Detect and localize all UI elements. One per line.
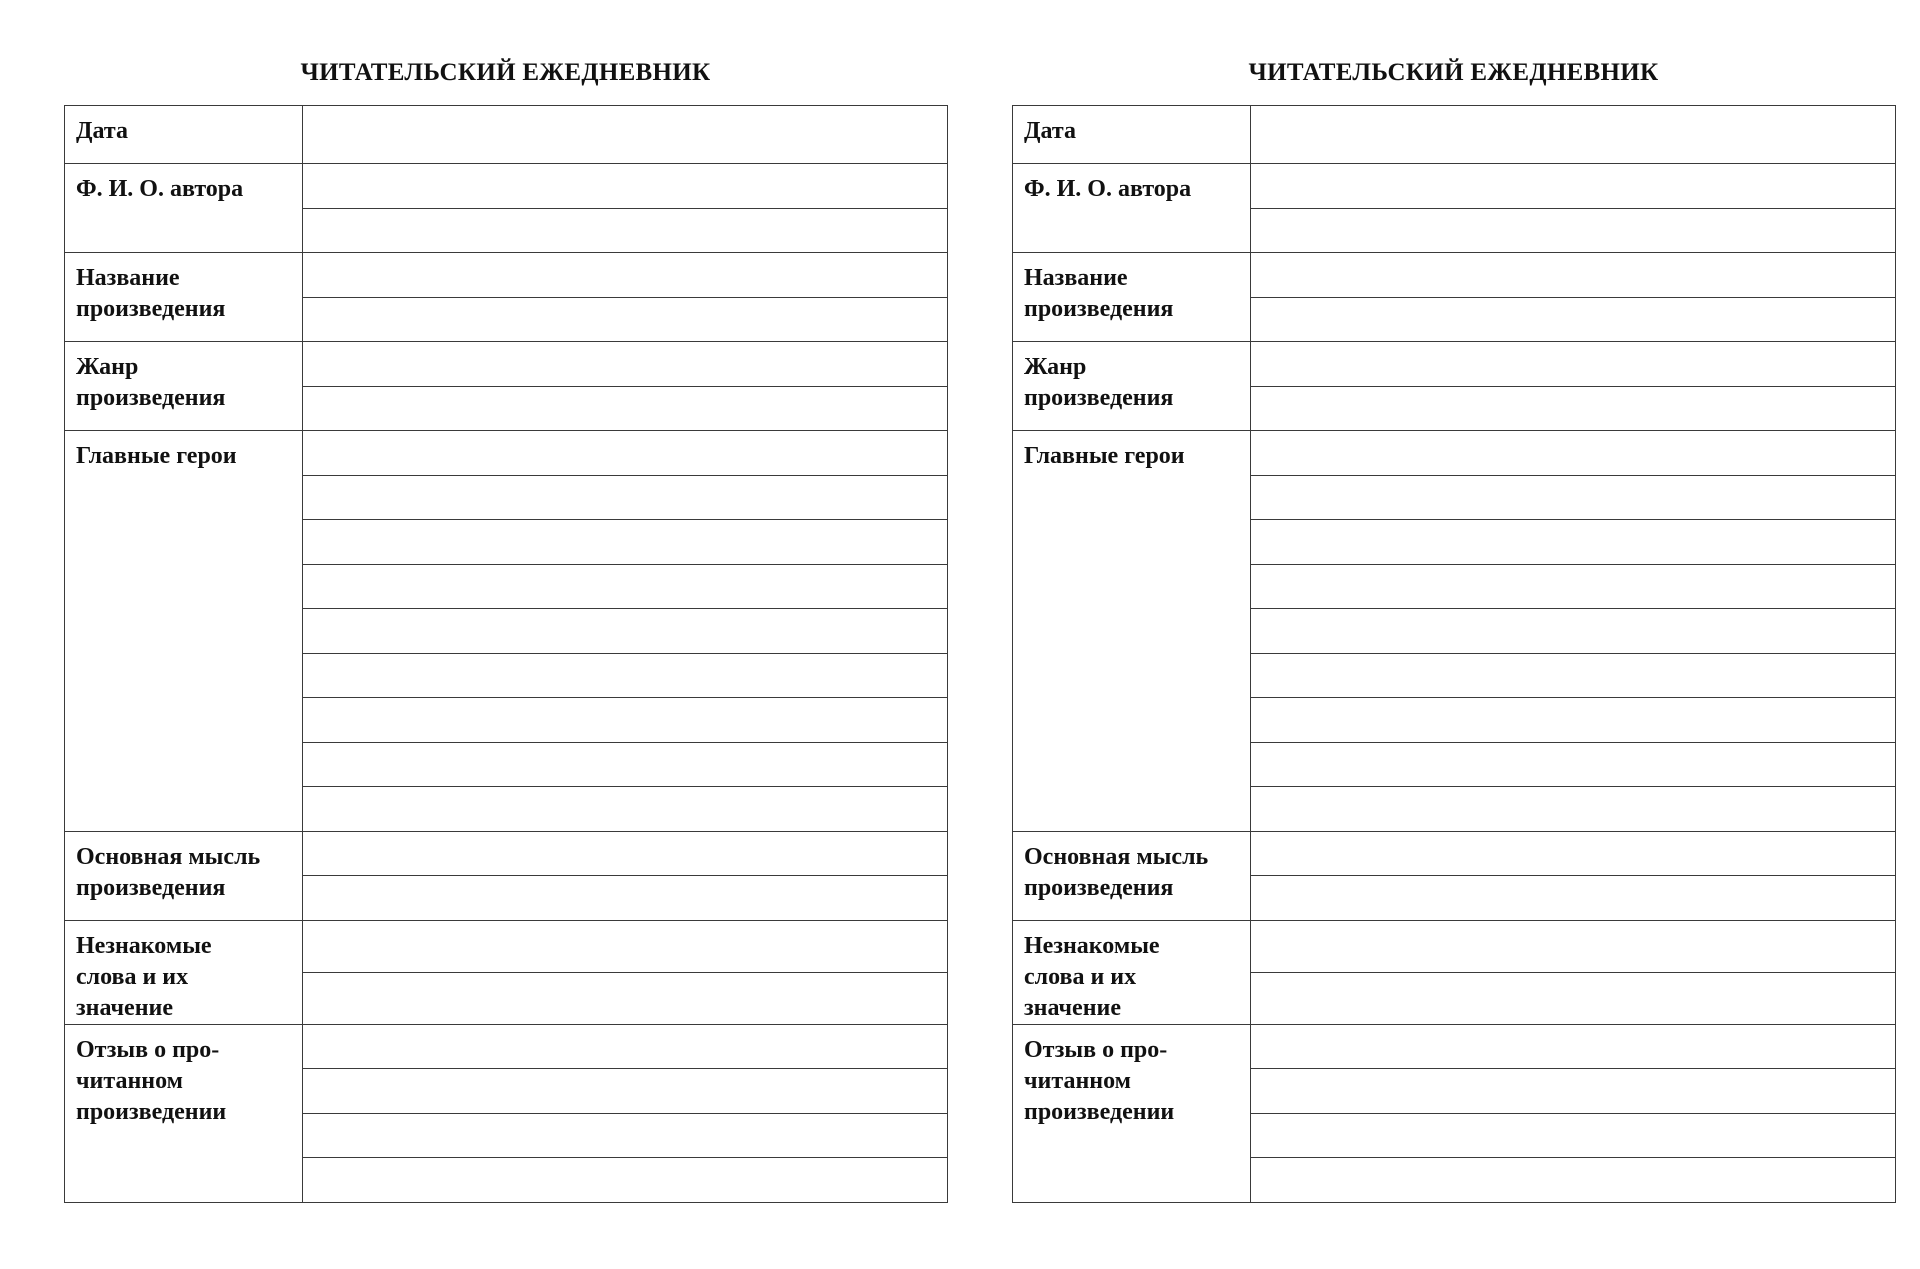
write-in-line[interactable] bbox=[303, 742, 948, 787]
write-in-line[interactable] bbox=[1251, 106, 1896, 164]
table-row bbox=[65, 920, 948, 972]
write-in-line[interactable] bbox=[303, 386, 948, 431]
table-row bbox=[65, 164, 948, 209]
write-in-line[interactable] bbox=[1251, 698, 1896, 743]
write-in-line[interactable] bbox=[303, 876, 948, 921]
write-in-line[interactable] bbox=[1251, 742, 1896, 787]
write-in-line[interactable] bbox=[1251, 564, 1896, 609]
write-in-line[interactable] bbox=[303, 564, 948, 609]
table-row bbox=[1013, 164, 1896, 209]
section-label: Жанр произведения bbox=[1013, 342, 1251, 431]
table-row bbox=[65, 342, 948, 387]
journal-table bbox=[64, 105, 948, 1203]
write-in-line[interactable] bbox=[1251, 972, 1896, 1024]
journal-table bbox=[1012, 105, 1896, 1203]
section-label: Название произведения bbox=[1013, 253, 1251, 342]
table-row bbox=[1013, 342, 1896, 387]
write-in-line[interactable] bbox=[1251, 1113, 1896, 1158]
section-label: Основная мысль произведения bbox=[1013, 831, 1251, 920]
write-in-line[interactable] bbox=[303, 1113, 948, 1158]
write-in-line[interactable] bbox=[303, 520, 948, 565]
write-in-line[interactable] bbox=[1251, 831, 1896, 876]
write-in-line[interactable] bbox=[303, 164, 948, 209]
write-in-line[interactable] bbox=[1251, 475, 1896, 520]
page-title: ЧИТАТЕЛЬСКИЙ ЕЖЕДНЕВНИК bbox=[1248, 59, 1659, 86]
write-in-line[interactable] bbox=[1251, 164, 1896, 209]
write-in-line[interactable] bbox=[1251, 609, 1896, 654]
section-label: Основная мысль произведения bbox=[65, 831, 303, 920]
write-in-line[interactable] bbox=[1251, 253, 1896, 298]
section-label: Дата bbox=[1013, 106, 1251, 164]
write-in-line[interactable] bbox=[303, 106, 948, 164]
write-in-line[interactable] bbox=[303, 787, 948, 832]
section-label: Название произведения bbox=[65, 253, 303, 342]
write-in-line[interactable] bbox=[303, 653, 948, 698]
write-in-line[interactable] bbox=[303, 1158, 948, 1203]
table-row bbox=[65, 253, 948, 298]
write-in-line[interactable] bbox=[1251, 208, 1896, 253]
table-row bbox=[65, 1024, 948, 1069]
section-label: Ф. И. О. автора bbox=[65, 164, 303, 253]
write-in-line[interactable] bbox=[303, 698, 948, 743]
write-in-line[interactable] bbox=[1251, 1024, 1896, 1069]
write-in-line[interactable] bbox=[1251, 1158, 1896, 1203]
table-row bbox=[1013, 253, 1896, 298]
write-in-line[interactable] bbox=[1251, 431, 1896, 476]
write-in-line[interactable] bbox=[303, 342, 948, 387]
section-label: Отзыв о про- читанном произведении bbox=[65, 1024, 303, 1202]
write-in-line[interactable] bbox=[1251, 653, 1896, 698]
write-in-line[interactable] bbox=[1251, 386, 1896, 431]
write-in-line[interactable] bbox=[1251, 520, 1896, 565]
write-in-line[interactable] bbox=[1251, 1069, 1896, 1114]
write-in-line[interactable] bbox=[303, 297, 948, 342]
write-in-line[interactable] bbox=[303, 208, 948, 253]
table-row bbox=[1013, 920, 1896, 972]
section-label: Отзыв о про- читанном произведении bbox=[1013, 1024, 1251, 1202]
write-in-line[interactable] bbox=[303, 831, 948, 876]
write-in-line[interactable] bbox=[303, 920, 948, 972]
write-in-line[interactable] bbox=[303, 431, 948, 476]
write-in-line[interactable] bbox=[1251, 342, 1896, 387]
section-label: Незнакомые слова и их значение bbox=[1013, 920, 1251, 1024]
write-in-line[interactable] bbox=[1251, 876, 1896, 921]
write-in-line[interactable] bbox=[303, 1024, 948, 1069]
write-in-line[interactable] bbox=[303, 475, 948, 520]
section-label: Незнакомые слова и их значение bbox=[65, 920, 303, 1024]
write-in-line[interactable] bbox=[1251, 920, 1896, 972]
write-in-line[interactable] bbox=[1251, 787, 1896, 832]
table-row bbox=[1013, 1024, 1896, 1069]
table-row bbox=[65, 831, 948, 876]
write-in-line[interactable] bbox=[303, 253, 948, 298]
section-label: Главные герои bbox=[1013, 431, 1251, 832]
table-row bbox=[1013, 106, 1896, 164]
write-in-line[interactable] bbox=[303, 609, 948, 654]
table-row bbox=[1013, 431, 1896, 476]
section-label: Ф. И. О. автора bbox=[1013, 164, 1251, 253]
section-label: Дата bbox=[65, 106, 303, 164]
write-in-line[interactable] bbox=[303, 1069, 948, 1114]
write-in-line[interactable] bbox=[303, 972, 948, 1024]
table-row bbox=[65, 106, 948, 164]
page-title: ЧИТАТЕЛЬСКИЙ ЕЖЕДНЕВНИК bbox=[300, 59, 711, 86]
table-row bbox=[65, 431, 948, 476]
section-label: Главные герои bbox=[65, 431, 303, 832]
write-in-line[interactable] bbox=[1251, 297, 1896, 342]
table-row bbox=[1013, 831, 1896, 876]
section-label: Жанр произведения bbox=[65, 342, 303, 431]
